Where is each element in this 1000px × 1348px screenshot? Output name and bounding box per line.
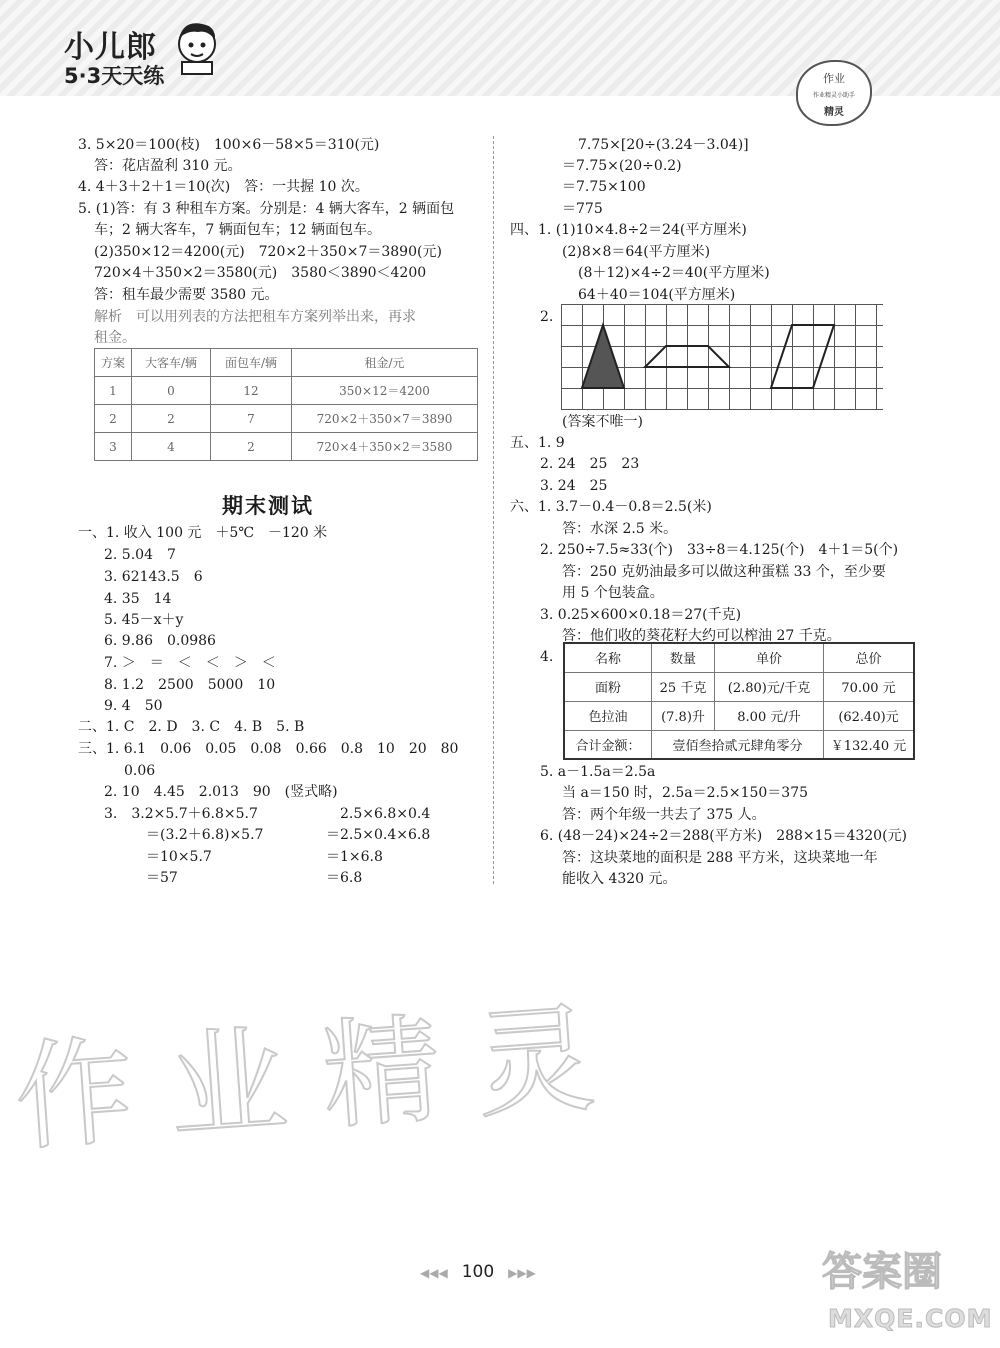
answer-line: 二、1. C 2. D 3. C 4. B 5. B — [78, 719, 305, 735]
site-stamp: 答案圈 — [822, 1249, 942, 1295]
answer-line: 答：两个年级一共去了 375 人。 — [562, 807, 766, 823]
brand-logo-subtitle: 5·3天天练 — [64, 64, 165, 88]
parallelogram-shape — [771, 325, 834, 388]
table-header-cell: 大客车/辆 — [132, 349, 211, 377]
answer-line: ＝6.8 — [326, 870, 363, 886]
table-cell: (2.80)元/千克 — [715, 672, 824, 701]
brand-logo-title: 小儿郎 — [64, 30, 157, 65]
table-cell: 3 — [95, 433, 132, 461]
answer-line: 五、1. 9 — [510, 435, 565, 451]
answer-line: 2. 10 4.45 2.013 90 (竖式略) — [104, 784, 338, 800]
answer-line: 3. 0.25×600×0.18＝27(千克) — [540, 607, 742, 623]
answer-line: 3. 62143.5 6 — [104, 569, 203, 585]
answer-line: 一、1. 收入 100 元 ＋5℃ －120 米 — [78, 525, 328, 541]
table-header-row — [564, 643, 914, 672]
answer-line: 能收入 4320 元。 — [562, 871, 677, 887]
homework-badge — [796, 60, 872, 126]
table-total-row — [564, 730, 914, 759]
triangle-shape — [582, 325, 624, 388]
answer-line: 答：他们收的葵花籽大约可以榨油 27 千克。 — [562, 628, 841, 644]
answer-line: (答案不唯一) — [562, 414, 643, 430]
answer-line: ＝2.5×0.4×6.8 — [326, 827, 431, 843]
answer-line: 7.75×[20÷(3.24－3.04)] — [578, 137, 749, 153]
mascot-icon — [172, 18, 222, 76]
table-cell: 2 — [95, 405, 132, 433]
table-cell: 25 千克 — [652, 672, 715, 701]
answer-line: 2. — [540, 309, 554, 325]
answer-line: ＝775 — [562, 201, 603, 217]
answer-line: 4. — [540, 649, 554, 665]
table-cell: 色拉油 — [564, 701, 652, 730]
page-number: 100 — [461, 1262, 495, 1282]
shape-grid-figure — [561, 304, 883, 410]
table-cell: 4 — [132, 433, 211, 461]
answer-line: 6. (48－24)×24÷2＝288(平方米) 288×15＝4320(元) — [540, 828, 908, 844]
table-cell: 70.00 元 — [824, 672, 915, 701]
table-cell: 8.00 元/升 — [715, 701, 824, 730]
answer-line: 车；2 辆大客车，7 辆面包车；12 辆面包车。 — [94, 222, 381, 238]
table-cell: (7.8)升 — [652, 701, 715, 730]
answer-line: 2. 24 25 23 — [540, 456, 640, 472]
site-stamp-url: MXQE.COM — [828, 1304, 993, 1333]
answer-line: ＝57 — [146, 870, 178, 886]
answer-line: 3. 5×20＝100(枝) 100×6－58×5＝310(元) — [78, 137, 380, 153]
table-header-cell: 单价 — [715, 643, 824, 672]
answer-line: 7. ＞ ＝ ＜ ＜ ＞ ＜ — [104, 655, 276, 671]
table-row — [95, 433, 478, 461]
table-cell: 0 — [132, 377, 211, 405]
total-label-cell: 合计金额： — [564, 730, 652, 759]
answer-line: (2)8×8＝64(平方厘米) — [562, 244, 711, 260]
answer-line: 720×4＋350×2＝3580(元) 3580＜3890＜4200 — [94, 265, 427, 281]
table-header-cell: 方案 — [95, 349, 132, 377]
section-title: 期末测试 — [222, 494, 314, 518]
answer-line: 6. 9.86 0.0986 — [104, 633, 216, 649]
column-divider — [493, 136, 494, 884]
table-row — [564, 701, 914, 730]
answer-line: 8. 1.2 2500 5000 10 — [104, 677, 276, 693]
answer-line: ＝10×5.7 — [146, 849, 212, 865]
table-cell: 12 — [211, 377, 292, 405]
table-row — [564, 672, 914, 701]
table-cell: 7 — [211, 405, 292, 433]
watermark-text: 作业精灵 — [10, 986, 635, 1168]
answer-line: (8＋12)×4÷2＝40(平方厘米) — [578, 265, 770, 281]
prev-arrows-icon: ◀◀◀ — [420, 1266, 448, 1280]
table-cell: 面粉 — [564, 672, 652, 701]
table-cell: 720×4＋350×2＝3580 — [292, 433, 478, 461]
table-cell: 1 — [95, 377, 132, 405]
badge-top-text: 作业 — [823, 72, 845, 85]
answer-line: 答：租车最少需要 3580 元。 — [94, 287, 279, 303]
badge-bottom-text: 精灵 — [824, 107, 844, 118]
table-row — [95, 377, 478, 405]
answer-line: 3. 24 25 — [540, 478, 608, 494]
answer-line: 5. 45－x＋y — [104, 612, 184, 628]
answer-line: 答：250 克奶油最多可以做这种蛋糕 33 个，至少要 — [562, 564, 886, 580]
answer-line: 3. 3.2×5.7＋6.8×5.7 — [104, 806, 258, 822]
answer-line: 当 a＝150 时，2.5a＝2.5×150＝375 — [562, 785, 809, 801]
table-cell: 2 — [132, 405, 211, 433]
answer-line: ＝7.75×100 — [562, 179, 646, 195]
answer-line: 答：花店盈利 310 元。 — [94, 158, 242, 174]
answer-line: 答：这块菜地的面积是 288 平方米，这块菜地一年 — [562, 850, 878, 866]
answer-line: 四、1. (1)10×4.8÷2＝24(平方厘米) — [510, 222, 747, 238]
answer-line: 4. 4＋3＋2＋1＝10(次) 答：一共握 10 次。 — [78, 179, 369, 195]
next-arrows-icon: ▶▶▶ — [508, 1266, 536, 1280]
table-header-cell: 总价 — [824, 643, 915, 672]
answer-line: 2.5×6.8×0.4 — [340, 806, 431, 822]
badge-mid-text: 作业精灵小助手 — [812, 92, 855, 99]
answer-line: 用 5 个包装盒。 — [562, 585, 664, 601]
analysis-line: 解析 可以用列表的方法把租车方案列举出来，再求 — [94, 309, 416, 325]
answer-line: 0.06 — [124, 763, 156, 779]
table-cell: 2 — [211, 433, 292, 461]
table-header-cell: 名称 — [564, 643, 652, 672]
answer-line: 5. a－1.5a＝2.5a — [540, 764, 656, 780]
answer-line: 六、1. 3.7－0.4－0.8＝2.5(米) — [510, 499, 712, 515]
answer-line: 5. (1)答：有 3 种租车方案。分别是：4 辆大客车，2 辆面包 — [78, 201, 455, 217]
answer-line: 64＋40＝104(平方厘米) — [578, 287, 736, 303]
table-header-cell: 数量 — [652, 643, 715, 672]
answer-line: ＝7.75×(20÷0.2) — [562, 158, 682, 174]
table-cell: 720×2＋350×7＝3890 — [292, 405, 478, 433]
table-header-cell: 面包车/辆 — [211, 349, 292, 377]
page-navigation — [420, 1262, 536, 1282]
table-cell: 350×12＝4200 — [292, 377, 478, 405]
answer-line: 2. 5.04 7 — [104, 547, 176, 563]
answer-line: 4. 35 14 — [104, 591, 172, 607]
table-header-cell: 租金/元 — [292, 349, 478, 377]
analysis-line: 租金。 — [94, 330, 136, 346]
total-value-cell: ￥132.40 元 — [824, 730, 915, 759]
rental-plan-table — [94, 348, 478, 461]
table-cell: (62.40)元 — [824, 701, 915, 730]
total-words-cell: 壹佰叁拾贰元肆角零分 — [652, 730, 824, 759]
table-row — [95, 405, 478, 433]
answer-line: ＝1×6.8 — [326, 849, 383, 865]
table-header-row — [95, 349, 478, 377]
answer-line: (2)350×12＝4200(元) 720×2＋350×7＝3890(元) — [94, 244, 442, 260]
answer-line: 答：水深 2.5 米。 — [562, 521, 678, 537]
answer-line: 三、1. 6.1 0.06 0.05 0.08 0.66 0.8 10 20 80 — [78, 741, 459, 757]
answer-line: 9. 4 50 — [104, 698, 163, 714]
answer-line: 2. 250÷7.5≈33(个) 33÷8＝4.125(个) 4＋1＝5(个) — [540, 542, 899, 558]
answer-line: ＝(3.2＋6.8)×5.7 — [146, 827, 264, 843]
price-table — [563, 642, 915, 760]
